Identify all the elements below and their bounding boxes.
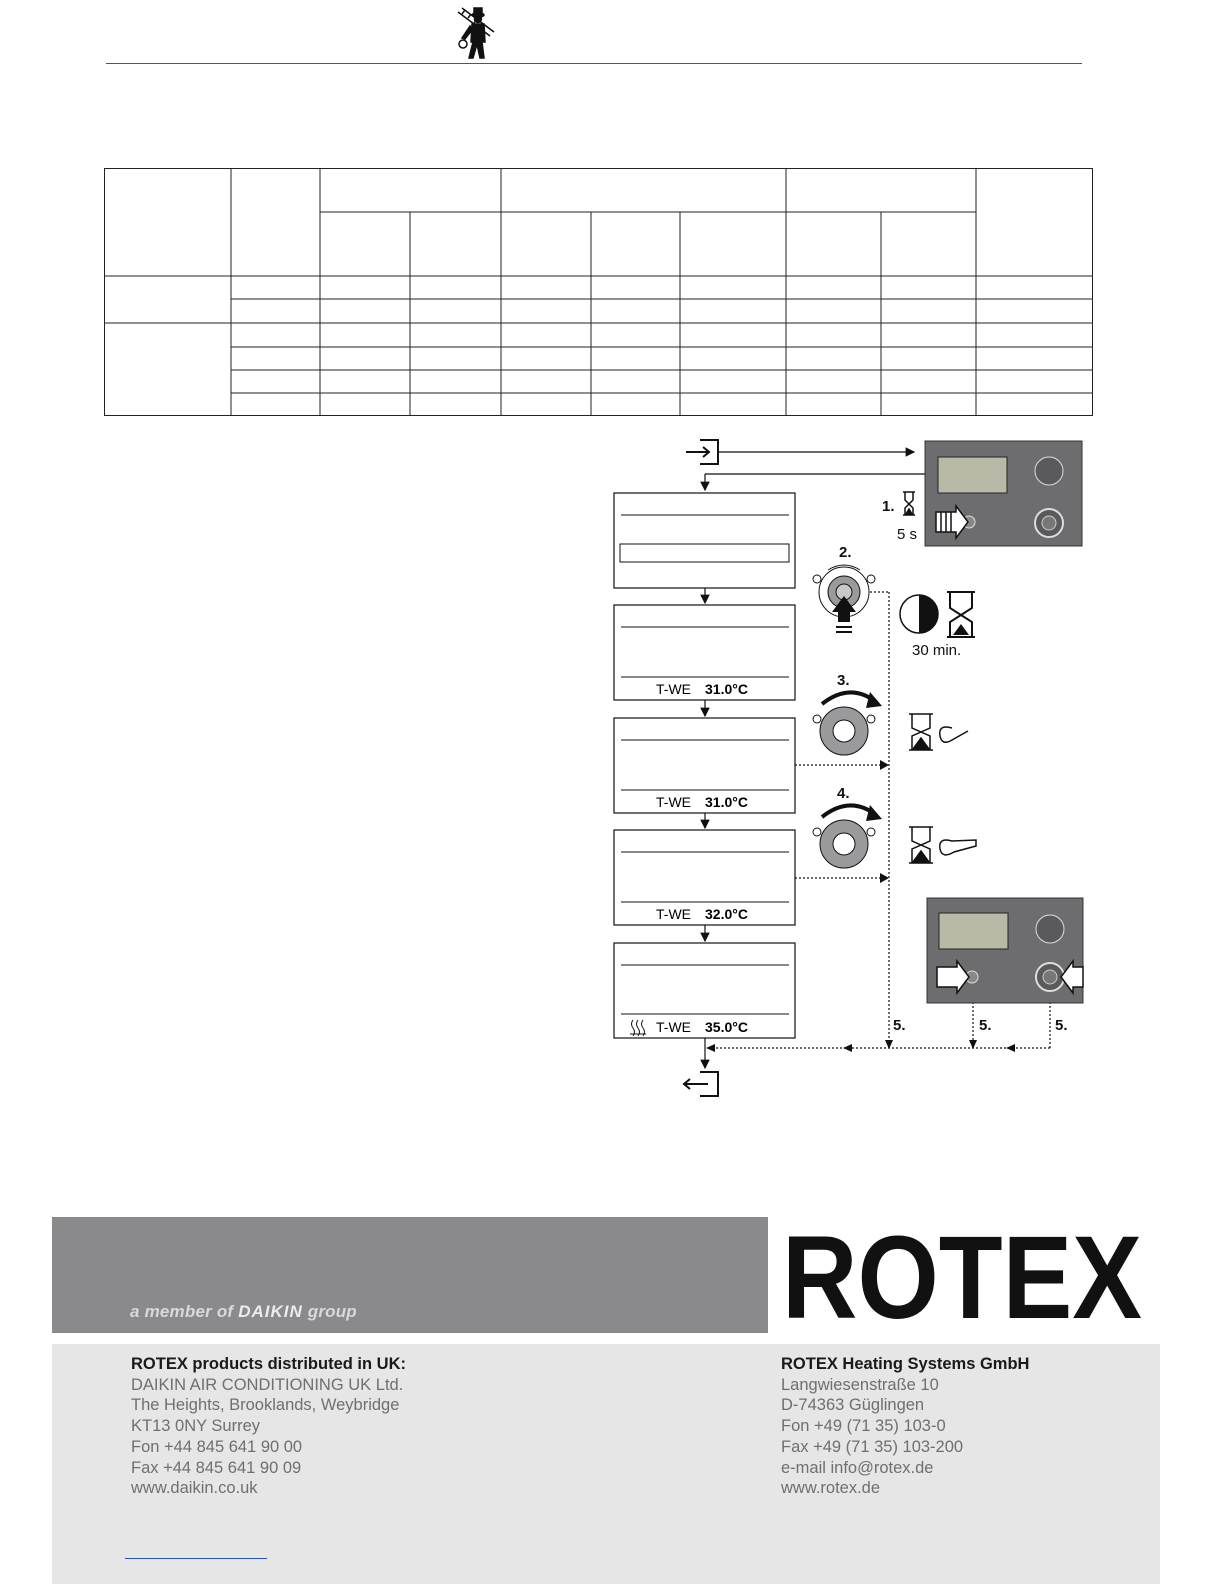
member-prefix: a member of [130,1302,234,1321]
controller-panel-top [925,441,1082,546]
controller-panel-bottom [927,898,1083,1003]
rotary-knob-press-icon [813,565,875,632]
rotary-knob-turn-icon [813,692,882,755]
step-2-time: 30 min. [912,642,962,659]
step-5-label-c: 5. [1055,1017,1068,1034]
burner-timer-icon [909,714,968,750]
screen-4-value: 32.0°C [705,906,748,922]
uk-phone: Fon +44 845 641 90 00 [131,1437,303,1456]
screen-3-value: 31.0°C [705,794,748,810]
uk-line: DAIKIN AIR CONDITIONING UK Ltd. [131,1375,404,1394]
daikin-member-tagline [130,1302,357,1322]
uk-distributor-address [131,1354,406,1499]
display-screen-3 [614,718,795,813]
de-line: Langwiesenstraße 10 [781,1375,939,1394]
rotex-logo [776,1222,1148,1332]
timer-clock-icon [900,592,975,637]
step-3-label: 3. [837,672,850,689]
step-1-label: 1. [882,498,895,515]
de-line: D-74363 Güglingen [781,1396,925,1415]
uk-line: KT13 0NY Surrey [131,1417,261,1436]
uk-website-link[interactable]: www.daikin.co.uk [131,1479,258,1498]
screen-2-label: T-WE [656,681,691,697]
screen-2-value: 31.0°C [705,681,748,697]
uk-heading: ROTEX products distributed in UK: [131,1355,406,1373]
screen-4-label: T-WE [656,906,691,922]
display-screen-4 [614,830,795,925]
screen-5-value: 35.0°C [705,1019,748,1035]
de-email-link[interactable]: e-mail info@rotex.de [781,1458,934,1477]
member-brand: DAIKIN [238,1302,303,1321]
screen-5-label: T-WE [656,1019,691,1035]
rotary-knob-turn-icon [813,805,882,868]
enter-icon [686,440,718,464]
chimney-sweep-logo [452,6,502,62]
procedure-flow-diagram [600,430,1224,1110]
step-5-label-a: 5. [893,1017,906,1034]
step-4-label: 4. [837,785,850,802]
header-rule [106,63,1082,64]
de-website-link[interactable]: www.rotex.de [781,1479,881,1498]
exit-icon [684,1072,718,1096]
uk-line: The Heights, Brooklands, Weybridge [131,1396,400,1415]
link-underline[interactable] [125,1558,267,1559]
burner-timer-icon [909,827,976,863]
display-screen-2 [614,605,795,700]
member-suffix: group [307,1302,357,1321]
step-2-label: 2. [839,544,852,561]
hourglass-icon [903,492,915,515]
spec-table [104,168,1093,416]
de-phone: Fon +49 (71 35) 103-0 [781,1417,946,1436]
de-company-address [781,1354,1029,1499]
display-screen-5 [614,943,795,1038]
de-fax: Fax +49 (71 35) 103-200 [781,1437,964,1456]
svg-text:ROTEX: ROTEX [782,1222,1142,1332]
step-5-label-b: 5. [979,1017,992,1034]
screen-3-label: T-WE [656,794,691,810]
display-screen-1 [614,493,795,588]
uk-fax: Fax +44 845 641 90 09 [131,1458,302,1477]
de-heading: ROTEX Heating Systems GmbH [781,1355,1030,1373]
step-1-time: 5 s [897,526,918,543]
